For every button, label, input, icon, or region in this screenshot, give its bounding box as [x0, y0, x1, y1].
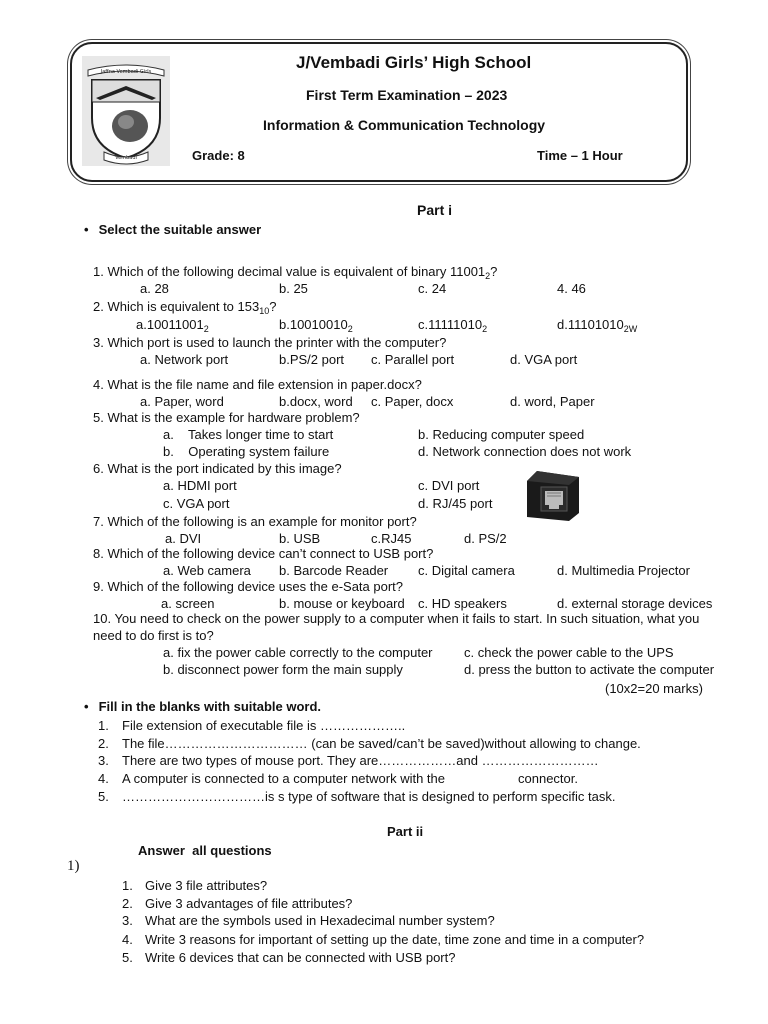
question-7: 7. Which of the following is an example for monitor port? — [93, 514, 417, 529]
q10-option-b: b. disconnect power form the main supply — [163, 662, 403, 677]
q3-option-c: c. Parallel port — [371, 352, 455, 367]
q7-option-c: c.RJ45 — [371, 531, 412, 546]
question-1 — [93, 263, 497, 280]
question-5: 5. What is the example for hardware problem? — [93, 410, 360, 425]
part2-item-2-text: Give 3 advantages of file attributes? — [145, 896, 353, 911]
school-crest-logo — [82, 56, 170, 166]
part2-item-1-num: 1. — [122, 878, 133, 893]
q9-option-a: a. screen — [161, 596, 215, 611]
q4-option-b: b.docx, word — [279, 394, 353, 409]
q8-option-c: c. Digital camera — [418, 563, 515, 578]
q9-option-b: b. mouse or keyboard — [279, 596, 405, 611]
q3-option-a: a. Network port — [140, 352, 229, 367]
part2-item-5-num: 5. — [122, 950, 133, 965]
q6-option-b: c. VGA port — [163, 496, 230, 511]
fill-item-5-text: ……………………………is s type of software that is designed to perform specific task. — [122, 789, 616, 804]
q6-option-a: a. HDMI port — [163, 478, 237, 493]
crest-motto-text: Vembadi — [115, 155, 137, 161]
q4-option-a: a. Paper, word — [140, 394, 224, 409]
q1-option-a: a. 28 — [140, 281, 169, 296]
q4-option-d: d. word, Paper — [510, 394, 595, 409]
q10-option-d: d. press the button to activate the computer — [464, 662, 715, 677]
part2-item-1 — [122, 877, 267, 894]
fill-item-4-text: A computer is connected to a computer network with the — [122, 771, 446, 786]
question-10-line1: 10. You need to check on the power supply to a computer when it fails to start. In such situation, what you — [93, 611, 700, 626]
fill-item-1-num: 1. — [98, 718, 109, 733]
rj45-port-image — [521, 467, 581, 524]
rj45-port-icon — [521, 467, 581, 524]
question-2-tail: ? — [269, 299, 277, 314]
q7-option-d: d. PS/2 — [464, 531, 507, 546]
fill-item-4-num: 4. — [98, 771, 109, 786]
q8-option-a: a. Web camera — [163, 563, 251, 578]
exam-title: First Term Examination – 2023 — [306, 87, 508, 103]
time-label: Time – 1 Hour — [537, 148, 623, 163]
q5-option-b: b. Operating system failure — [163, 444, 330, 459]
part1-title: Part i — [417, 202, 453, 218]
q1-option-d: 4. 46 — [557, 281, 586, 296]
fill-item-4-connector: connector. — [518, 771, 578, 786]
q10-option-a: a. fix the power cable correctly to the computer — [163, 645, 433, 660]
q3-option-b: b.PS/2 port — [279, 352, 345, 367]
crest-banner-text: Jaffna Vembadi Girls — [100, 69, 152, 75]
part2-item-5 — [122, 949, 455, 966]
q7-option-b: b. USB — [279, 531, 321, 546]
q8-option-d: d. Multimedia Projector — [557, 563, 690, 578]
question-4: 4. What is the file name and file extension in paper.docx? — [93, 377, 422, 392]
question-2-text: 2. Which is equivalent to 153 — [93, 299, 260, 314]
fill-item-2-text: The file…………………………… (can be saved/can’t be saved)without allowing to change. — [122, 736, 641, 751]
fill-item-5-num: 5. — [98, 789, 109, 804]
part2-item-3-num: 3. — [122, 913, 133, 928]
fill-item-3-num: 3. — [98, 753, 109, 768]
q8-option-b: b. Barcode Reader — [279, 563, 389, 578]
q2-option-d — [557, 316, 637, 333]
part1-marks: (10x2=20 marks) — [605, 681, 703, 696]
question-2-sub: 10 — [259, 306, 270, 316]
q1-option-b: b. 25 — [279, 281, 308, 296]
fill-item-1-text: File extension of executable file is ……………….. — [122, 718, 406, 733]
grade-label: Grade: 8 — [192, 148, 245, 163]
fill-item-1 — [98, 717, 405, 734]
fill-item-3-text: There are two types of mouse port. They are………………and ……………………… — [122, 753, 599, 768]
question-1-sub: 2 — [485, 271, 491, 281]
q2-option-c-text: c.11111010 — [418, 317, 483, 332]
part2-item-3 — [122, 912, 495, 929]
q2-option-a-text: a.10011001 — [136, 317, 204, 332]
q4-option-c: c. Paper, docx — [371, 394, 454, 409]
part2-item-4 — [122, 931, 644, 948]
part2-item-2 — [122, 895, 352, 912]
q10-option-c: c. check the power cable to the UPS — [464, 645, 674, 660]
part1-instruction-text: Select the suitable answer — [98, 222, 262, 237]
subject-title: Information & Communication Technology — [263, 117, 546, 133]
question-6: 6. What is the port indicated by this image? — [93, 461, 342, 476]
fill-item-4 — [98, 770, 445, 787]
q2-option-c-sub: 2 — [482, 324, 488, 334]
fill-section-title-text: Fill in the blanks with suitable word. — [98, 699, 322, 714]
q5-option-d: d. Network connection does not work — [418, 444, 632, 459]
q2-option-d-sub: 2W — [623, 324, 638, 334]
q7-option-a: a. DVI — [165, 531, 202, 546]
q5-option-a: a. Takes longer time to start — [163, 427, 334, 442]
part2-question-number: 1) — [67, 858, 80, 874]
q2-option-a — [136, 316, 209, 333]
q1-option-c: c. 24 — [418, 281, 447, 296]
question-1-tail: ? — [490, 264, 498, 279]
part2-instruction: Answer all questions — [138, 843, 272, 858]
school-name: J/Vembadi Girls’ High School — [296, 53, 532, 72]
fill-item-2 — [98, 735, 641, 752]
q2-option-b-text: b.10010010 — [279, 317, 348, 332]
q2-option-a-sub: 2 — [203, 324, 209, 334]
part2-item-5-text: Write 6 devices that can be connected with USB port? — [145, 950, 456, 965]
q5-option-c: b. Reducing computer speed — [418, 427, 585, 442]
question-3: 3. Which port is used to launch the printer with the computer? — [93, 335, 447, 350]
question-1-text: 1. Which of the following decimal value is equivalent of binary 11001 — [93, 264, 486, 279]
q2-option-b-sub: 2 — [347, 324, 353, 334]
part2-item-3-text: What are the symbols used in Hexadecimal number system? — [145, 913, 495, 928]
fill-item-5 — [98, 788, 615, 805]
q9-option-d: d. external storage devices — [557, 596, 713, 611]
q2-option-b — [279, 316, 353, 333]
part2-item-4-text: Write 3 reasons for important of setting up the date, time zone and time in a computer? — [145, 932, 645, 947]
q2-option-d-text: d.11101010 — [557, 317, 624, 332]
question-8: 8. Which of the following device can’t connect to USB port? — [93, 546, 434, 561]
crest-icon — [82, 56, 170, 166]
part2-item-1-text: Give 3 file attributes? — [145, 878, 268, 893]
question-2 — [93, 298, 276, 315]
fill-item-3 — [98, 752, 599, 769]
fill-section-title — [84, 698, 321, 715]
part2-title: Part ii — [387, 824, 424, 839]
part2-item-4-num: 4. — [122, 932, 133, 947]
part2-item-2-num: 2. — [122, 896, 133, 911]
question-9: 9. Which of the following device uses the e-Sata port? — [93, 579, 404, 594]
q9-option-c: c. HD speakers — [418, 596, 507, 611]
q6-option-c: c. DVI port — [418, 478, 480, 493]
question-10-line2: need to do first is to? — [93, 628, 214, 643]
q2-option-c — [418, 316, 487, 333]
part1-instruction — [84, 221, 261, 238]
q6-option-d: d. RJ/45 port — [418, 496, 493, 511]
q3-option-d: d. VGA port — [510, 352, 578, 367]
fill-item-2-num: 2. — [98, 736, 109, 751]
